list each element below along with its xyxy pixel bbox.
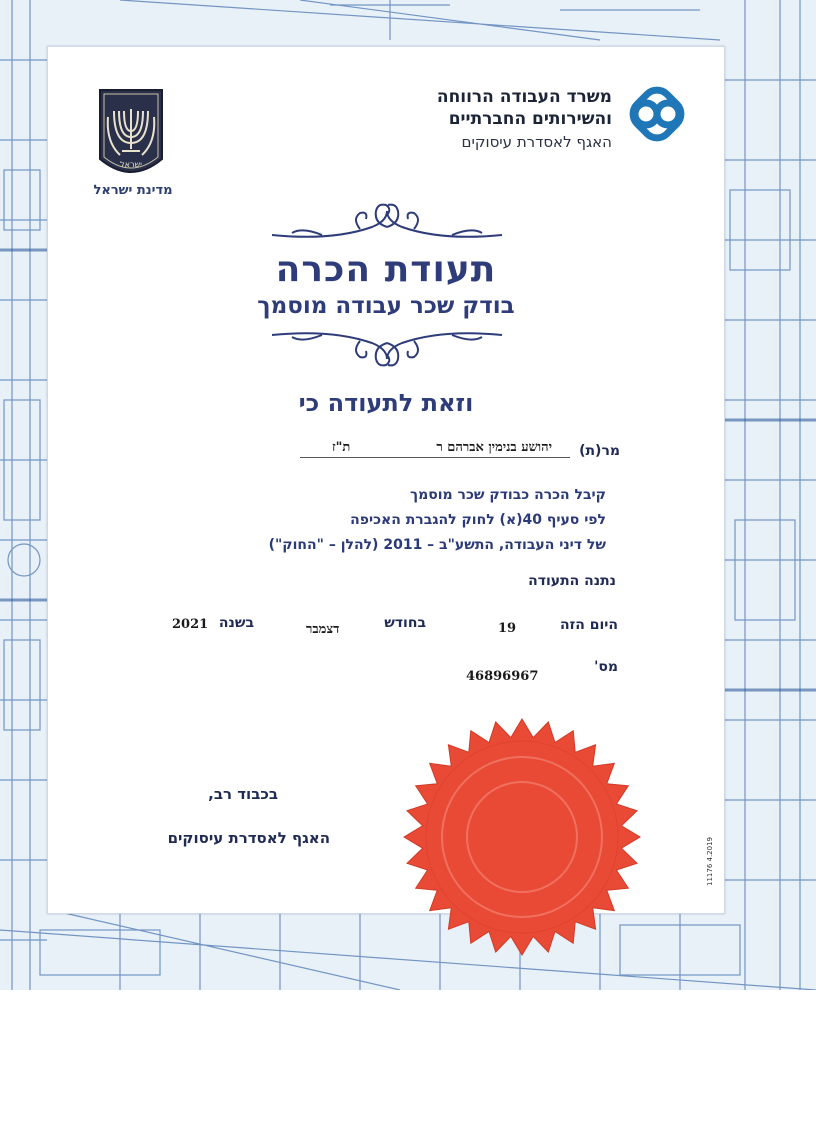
bottom-flourish-icon	[262, 327, 512, 373]
recipient-name: יהושע בנימין אברהם ר	[436, 440, 552, 455]
regards-text: בכבוד רב,	[208, 785, 278, 803]
day-value: 19	[498, 621, 517, 636]
certificate-subtitle: בודק שכר עבודה מוסמך	[257, 293, 515, 319]
israel-emblem-icon	[96, 87, 166, 181]
body-line-3: של דיני העבודה, התשע"ב – 2011 (להלן – "החוק")	[268, 537, 606, 553]
year-label: בשנה	[218, 615, 254, 631]
recipient-underline	[300, 457, 570, 458]
day-label: היום הזה	[559, 617, 618, 633]
red-seal-icon	[402, 717, 642, 957]
issued-label: נתנה התעודה	[528, 573, 616, 589]
signoff-department: האגף לאסדרת עיסוקים	[167, 829, 330, 847]
recipient-label: מר(ת)	[579, 443, 620, 459]
certificate-number: 46896967	[466, 669, 539, 684]
number-label: מס'	[594, 659, 618, 675]
certificate	[47, 46, 725, 914]
top-flourish-icon	[262, 197, 512, 243]
month-label: בחודש	[384, 615, 426, 631]
body-line-2: לפי סעיף 40(א) לחוק להגברת האכיפה	[350, 512, 606, 528]
emblem-label: מדינת ישראל	[93, 183, 173, 198]
recipient-id-label: ת"ז	[332, 440, 351, 455]
ministry-name-line2: והשירותים החברתיים	[448, 109, 612, 129]
month-value: דצמבר	[306, 622, 340, 637]
body-line-1: קיבל הכרה כבודק שכר מוסמך	[410, 487, 606, 503]
department-name: האגף לאסדרת עיסוקים	[461, 133, 612, 151]
ministry-logo-icon	[626, 83, 688, 145]
print-code: 11176 4.2019	[706, 837, 714, 886]
certificate-title: תעודת הכרה	[275, 249, 497, 290]
ministry-name-line1: משרד העבודה הרווחה	[436, 87, 612, 107]
year-value: 2021	[172, 617, 209, 632]
svg-text:ישראל: ישראל	[120, 160, 142, 169]
certify-heading: וזאת לתעודה כי	[298, 389, 474, 417]
